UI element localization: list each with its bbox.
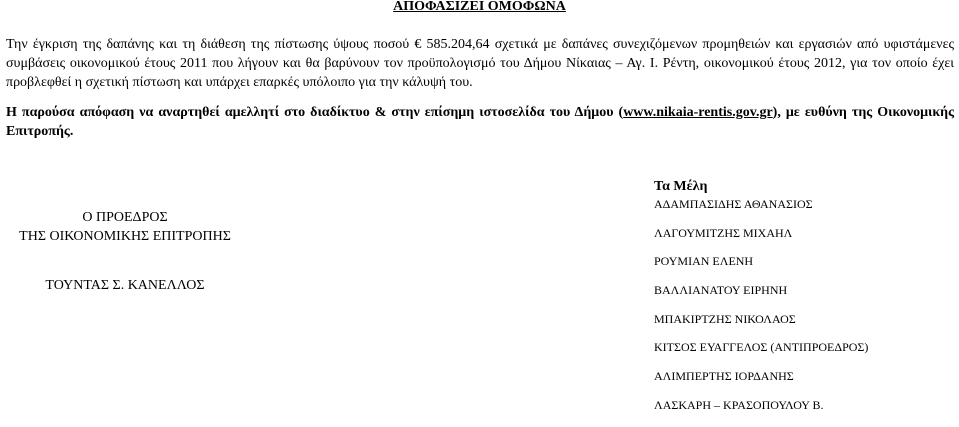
municipality-website-link[interactable]: www.nikaia-rentis.gov.gr [623, 105, 773, 120]
approval-paragraph: Την έγκριση της δαπάνης και τη διάθεση της πίστωσης ύψους ποσού € 585.204,64 σχετικά με δαπάνες συνεχιζόμενων προμηθειών και εργασιών από υφιστάμενες συμβάσεις οικονομικού έτους 2011 που λήγουν και θα βαρύνουν τον προϋπολογισμό του Δήμου Νίκαιας – Αγ. Ι. Ρέντη, οικονομικού έτους 2012, για τον οποίο έχει προβλεφθεί η σχετική πίστωση και υπάρχει επαρκές υπόλοιπο για την κάλυψή του. [6, 37, 954, 90]
member-name: ΜΠΑΚΙΡΤΖΗΣ ΝΙΚΟΛΑΟΣ [654, 311, 796, 326]
members-list [654, 179, 868, 427]
members-heading: Τα Μέλη [654, 179, 708, 194]
member-name: ΑΛΙΜΠΕΡΤΗΣ ΙΟΡΔΑΝΗΣ [654, 369, 794, 384]
member-name: ΛΑΣΚΑΡΗ – ΚΡΑΣΟΠΟΥΛΟΥ Β. [654, 397, 824, 412]
president-title-line1: Ο ΠΡΟΕΔΡΟΣ [82, 210, 168, 225]
president-signature-block [0, 208, 250, 246]
member-name: ΒΑΛΛΙΑΝΑΤΟΥ ΕΙΡΗΝΗ [654, 283, 788, 298]
member-name: ΚΙΤΣΟΣ ΕΥΑΓΓΕΛΟΣ (ΑΝΤΙΠΡΟΕΔΡΟΣ) [654, 340, 869, 355]
member-name: ΡΟΥΜΙΑΝ ΕΛΕΝΗ [654, 254, 754, 269]
president-name: ΤΟΥΝΤΑΣ Σ. ΚΑΝΕΛΛΟΣ [45, 278, 205, 293]
publication-paragraph [6, 103, 954, 141]
publication-text-start: Η παρούσα απόφαση να αναρτηθεί αμελλητί στο διαδίκτυο & στην επίσημη ιστοσελίδα του Δήμου ( [6, 105, 624, 120]
president-title-line2: ΤΗΣ ΟΙΚΟΝΟΜΙΚΗΣ ΕΠΙΤΡΟΠΗΣ [19, 229, 231, 244]
publication-text-end: ), με ευθύνη της Οικονομικής Επιτροπής. [6, 105, 954, 139]
member-name: ΑΔΑΜΠΑΣΙΔΗΣ ΑΘΑΝΑΣΙΟΣ [654, 197, 813, 211]
decision-heading: ΑΠΟΦΑΣΙΖΕΙ ΟΜΟΦΩΝΑ [393, 0, 566, 14]
member-name: ΛΑΓΟΥΜΙΤΖΗΣ ΜΙΧΑΗΛ [654, 225, 793, 240]
